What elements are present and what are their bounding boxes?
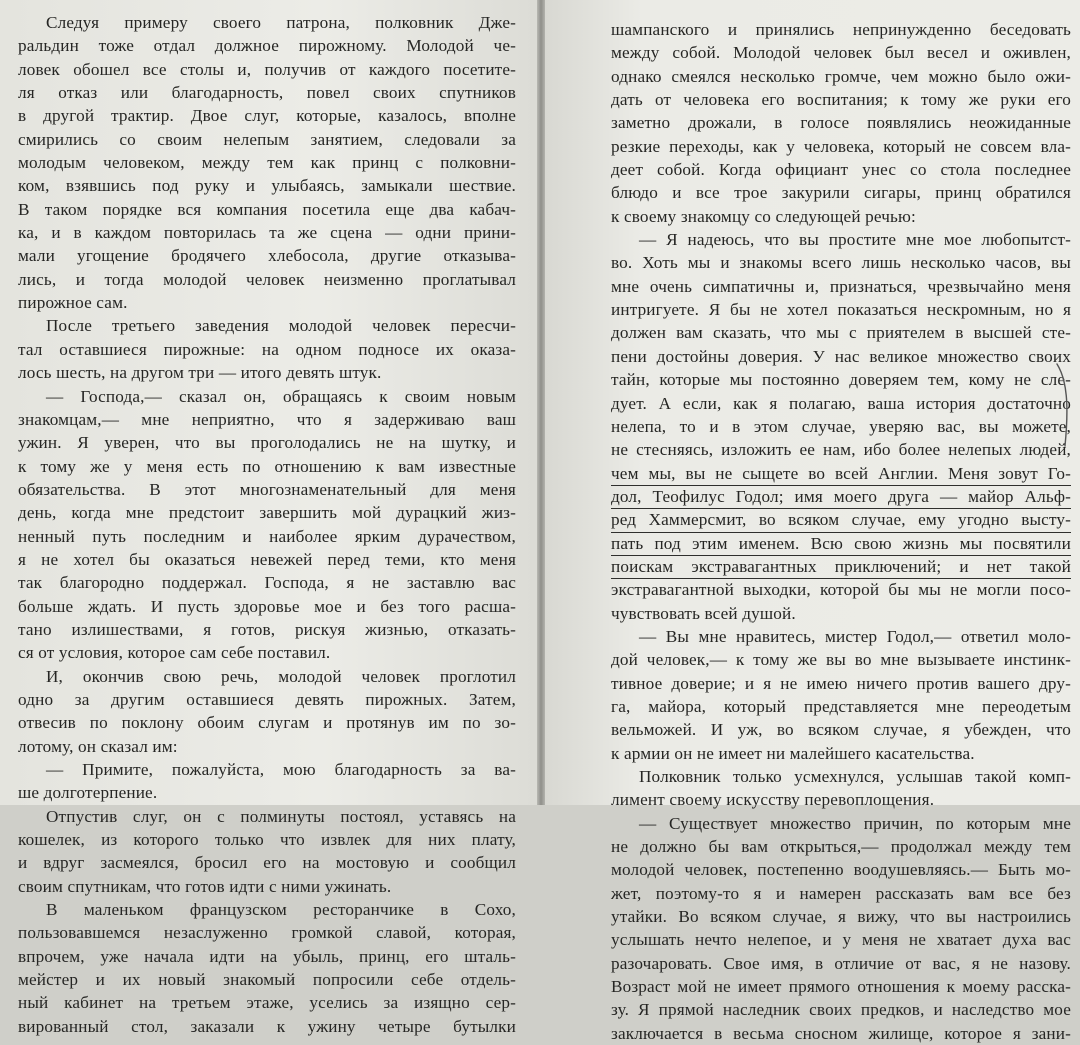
- text-line: [611, 462, 1071, 485]
- text-line: чувствовать всей душой.: [611, 603, 796, 623]
- text-line: день, когда мне предстоит завершить мой дурацкий жиз-: [18, 503, 516, 523]
- text-line: — Вы мне нравитесь, мистер Годол,— ответил моло-: [639, 626, 1071, 646]
- text-line: вированный стол, заказали к ужину четыре бутылки: [18, 1016, 516, 1036]
- text-line: обязательства. В этот многознаменательный для меня: [18, 479, 516, 499]
- text-line: я не хотел бы оказаться невежей перед теми, кто меня: [18, 549, 516, 569]
- text-line: знакомцам,— мне неприятно, что я задерживаю ваш: [18, 409, 516, 429]
- text-line: в другой трактир. Двое слуг, которые, казалось, вполне: [18, 106, 516, 126]
- text-line: После третьего заведения молодой человек пересчи-: [46, 316, 516, 336]
- text-line: Следуя примеру своего патрона, полковник Дже-: [46, 13, 516, 32]
- text-line: — Господа,— сказал он, обращаясь к своим новым: [46, 386, 516, 406]
- text-line: ральдин тоже отдал должное пирожному. Молодой че-: [18, 36, 516, 56]
- text-line: одно за другим оставшиеся девять пирожных. Затем,: [18, 689, 516, 709]
- text-line: И, окончив свою речь, молодой человек проглотил: [46, 666, 516, 686]
- text-line: ся от условия, которое сам себе поставил.: [18, 643, 331, 663]
- text-line: тайн, которые мы постоянно доверяем тем, кому не сле-: [611, 370, 1071, 390]
- text-line: однако смеялся несколько громче, чем можно было ожи-: [611, 66, 1071, 86]
- text-line: ля отказ или благодарность, повел своих спутников: [18, 83, 516, 103]
- text-line: ужин. Я уверен, что вы проголодались не на шутку, и: [18, 433, 516, 453]
- text-line: отвесив по поклону обоим слугам и протянув им по зо-: [18, 713, 516, 733]
- text-line: кошелек, из которого только что извлек для них плату,: [18, 830, 516, 850]
- text-line: и вдруг засмеялся, бросил его на мостовую и сообщил: [18, 853, 516, 873]
- text-line: деет собой. Когда официант унес со стола последнее: [611, 160, 1071, 180]
- text-line: резкие переходы, как у человека, который не совсем вла-: [611, 136, 1071, 156]
- pencil-underline: дол, Теофилус Годол; имя моего друга — майор Альф-: [611, 485, 1071, 509]
- text-line: [611, 485, 1071, 508]
- text-line: лись, и тогда молодой человек неизменно проглатывал: [18, 269, 516, 289]
- text-line: В таком порядке вся компания посетила еще два кабач-: [18, 199, 516, 219]
- text-line: дать от человека его воспитания; к тому же руки его: [611, 90, 1071, 110]
- text-line: молодым человеком, между тем как принц с полковни-: [18, 153, 516, 173]
- text-line: блюдо и все трое закурили сигары, принц обратился: [611, 183, 1071, 203]
- text-line: во. Хоть мы и знакомы всего лишь несколько часов, вы: [611, 253, 1071, 273]
- text-line: между собой. Молодой человек был весел и оживлен,: [611, 43, 1071, 63]
- text-line: не должно бы вам открыться,— продолжал между тем: [611, 837, 1071, 857]
- text-line: интригуете. Я бы не хотел показаться нескромным, но я: [611, 300, 1071, 320]
- text-line: не стесняясь, изложить ее нам, ибо более нелепых людей,: [611, 440, 1071, 460]
- text-line: так благородно поддержал. Господа, я не заставлю вас: [18, 573, 516, 593]
- text-line: к тому же у меня есть по отношению к вам известные: [18, 456, 516, 476]
- text-line: впрочем, уже начала идти на убыль, принц, его шталь-: [18, 946, 516, 966]
- text-line: больше ждать. И пусть здоровье мое и без того расша-: [18, 596, 516, 616]
- pencil-underline: ред Хаммерсмит, во всяком случае, ему угодно высту-: [611, 508, 1071, 532]
- text-line: зу. Я прямой наследник своих предков, и наследство мое: [611, 1000, 1071, 1020]
- right-page: [545, 0, 1080, 1043]
- book-gutter: [537, 0, 545, 805]
- text-line: га, майора, который представляется мне переодетым: [611, 696, 1071, 716]
- text-line: жет, поэтому-то я и намерен рассказать вам все без: [611, 883, 1071, 903]
- text-line: Отпустив слуг, он с полминуты постоял, уставясь на: [46, 806, 516, 826]
- pencil-underline: чем мы, вы не сыщете во всей Англии. Меня зовут Го-: [611, 462, 1071, 486]
- text-line: лотому, он сказал им:: [18, 736, 178, 756]
- text-line: должен вам сказать, что мы с приятелем в высшей сте-: [611, 323, 1071, 343]
- left-page-text: [18, 11, 516, 1038]
- text-line: заметно дрожали, в голосе появлялись неожиданные: [611, 113, 1071, 133]
- text-line: В маленьком французском ресторанчике в Сохо,: [46, 900, 516, 920]
- text-line: ненный путь последним и наиболее ярким дурачеством,: [18, 526, 516, 546]
- text-line: к армии он не имеет ни малейшего касательства.: [611, 743, 975, 763]
- text-line: пользовавшемся незаслуженно громкой славой, которая,: [18, 923, 516, 943]
- text-line: ше долготерпение.: [18, 783, 158, 803]
- text-line: пирожное сам.: [18, 293, 128, 313]
- text-line: смирились со своим нелепым занятием, следовали за: [18, 129, 516, 149]
- text-line: утайки. Во всяком случае, я вижу, что вы настроились: [611, 907, 1071, 927]
- text-line: заключается в весьма сносном жилище, которое я зани-: [611, 1023, 1071, 1043]
- text-line: тал оставшиеся пирожные: на одном подносе их оказа-: [18, 339, 516, 359]
- text-line: лимент своему искусству перевоплощения.: [611, 790, 935, 810]
- text-line: пени достойны доверия. У нас великое множество своих: [611, 346, 1071, 366]
- text-line: мали угощение бродячего хлебосола, другие отказыва-: [18, 246, 516, 266]
- text-line: Полковник только усмехнулся, услышав такой комп-: [639, 767, 1071, 786]
- text-line: своим спутникам, что готов идти с ними ужинать.: [18, 876, 392, 896]
- text-line: [611, 532, 1071, 555]
- text-line: дой человек,— к тому же вы во мне вызываете инстинк-: [611, 650, 1071, 670]
- text-line: нелепа, то и в этом случае, уверяю вас, вы можете,: [611, 416, 1071, 436]
- left-page: [0, 0, 537, 1036]
- text-line: ком, взявшись под руку и улыбаясь, замыкали шествие.: [18, 176, 516, 196]
- text-line: разочаровать. Свое имя, в отличие от вас, я не назову.: [611, 953, 1071, 973]
- text-line: лось шесть, на другом три — итого девять штук.: [18, 363, 382, 383]
- text-line: тивное доверие; и я не имею ничего против вашего дру-: [611, 673, 1071, 693]
- text-line: Возраст мой не имеет прямого отношения к моему расска-: [611, 977, 1071, 997]
- text-line: шампанского и принялись непринужденно беседовать: [611, 20, 1071, 39]
- text-line: ный кабинет на третьем этаже, уселись за изящно сер-: [18, 993, 516, 1013]
- text-line: к своему знакомцу со следующей речью:: [611, 206, 916, 226]
- margin-pencil-mark: [1053, 360, 1073, 450]
- right-page-text: [611, 18, 1071, 1045]
- text-line: ка, и в каждом повторилась та же сцена — одни прини-: [18, 223, 516, 243]
- text-line: — Я надеюсь, что вы простите мне мое любопытст-: [639, 230, 1071, 250]
- text-line: — Существует множество причин, по которым мне: [639, 813, 1071, 833]
- text-line: — Примите, пожалуйста, мою благодарность за ва-: [46, 760, 516, 779]
- text-line: дует. А если, как я полагаю, ваша история достаточно: [611, 393, 1071, 413]
- pencil-underline: пать под этим именем. Всю свою жизнь мы посвятили: [611, 532, 1071, 556]
- text-line: экстравагантной выходки, которой бы мы не могли посо-: [611, 580, 1071, 600]
- pencil-underline: поискам экстравагантных приключений; и нет такой: [611, 555, 1071, 579]
- text-line: [611, 555, 1071, 578]
- text-line: мейстер и их новый знакомый попросили себе отдель-: [18, 970, 516, 990]
- text-line: [611, 508, 1071, 531]
- text-line: молодой человек, постепенно воодушевляясь.— Быть мо-: [611, 860, 1071, 880]
- text-line: мне очень симпатичны и, признаться, чрезвычайно меня: [611, 276, 1071, 296]
- text-line: ловек обошел все столы и, получив от каждого посетите-: [18, 59, 516, 79]
- text-line: вельможей. И уж, во всяком случае, я убежден, что: [611, 720, 1071, 740]
- text-line: услышать нечто нелепое, и у меня не хватает духа вас: [611, 930, 1071, 950]
- text-line: тано излишествами, я готов, рискуя жизнью, отказать-: [18, 619, 516, 639]
